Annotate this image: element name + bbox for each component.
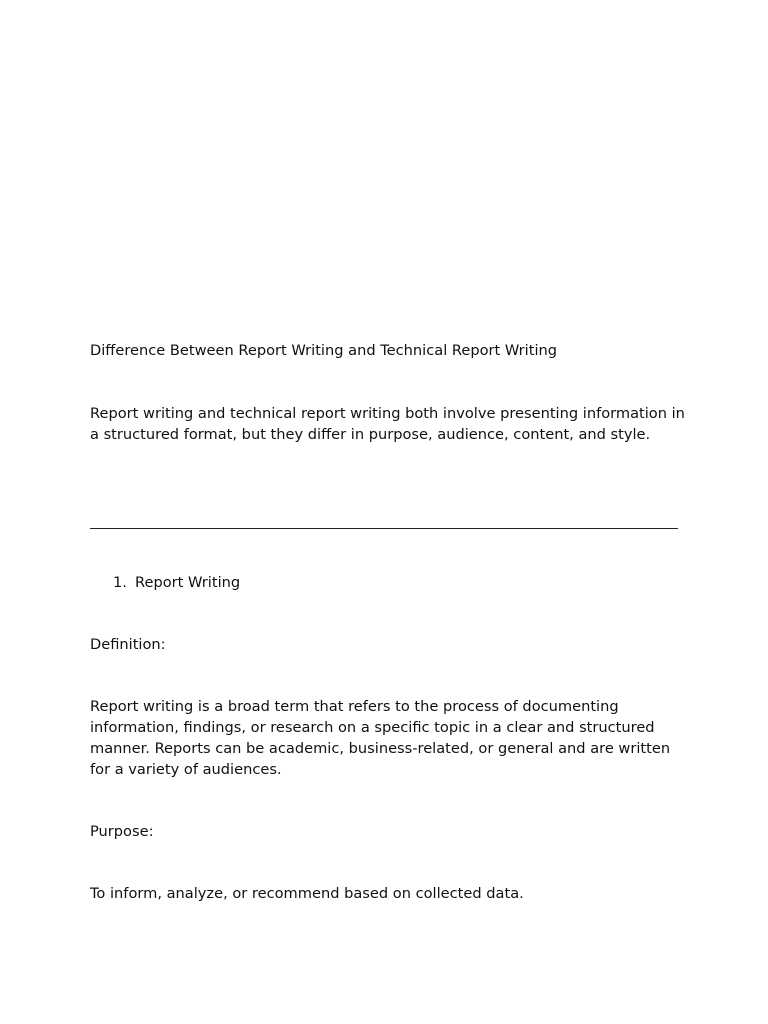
- purpose-label: Purpose:: [90, 823, 154, 840]
- intro-paragraph: Report writing and technical report writing both involve presenting information in a structured format, but they differ in purpose, audience, content, and style.: [90, 405, 685, 443]
- section-number: 1.: [113, 574, 127, 591]
- section-heading: [113, 572, 240, 593]
- horizontal-divider: [90, 528, 678, 529]
- purpose-paragraph: To inform, analyze, or recommend based on collected data.: [90, 885, 524, 902]
- section-heading-label: Report Writing: [135, 574, 241, 591]
- definition-paragraph: Report writing is a broad term that refers to the process of documenting information, findings, or research on a specific topic in a clear and structured manner. Reports can be academic, business-related, or general and are written for a variety of audiences.: [90, 698, 671, 778]
- definition-label: Definition:: [90, 636, 166, 653]
- document-title: Difference Between Report Writing and Technical Report Writing: [90, 342, 558, 359]
